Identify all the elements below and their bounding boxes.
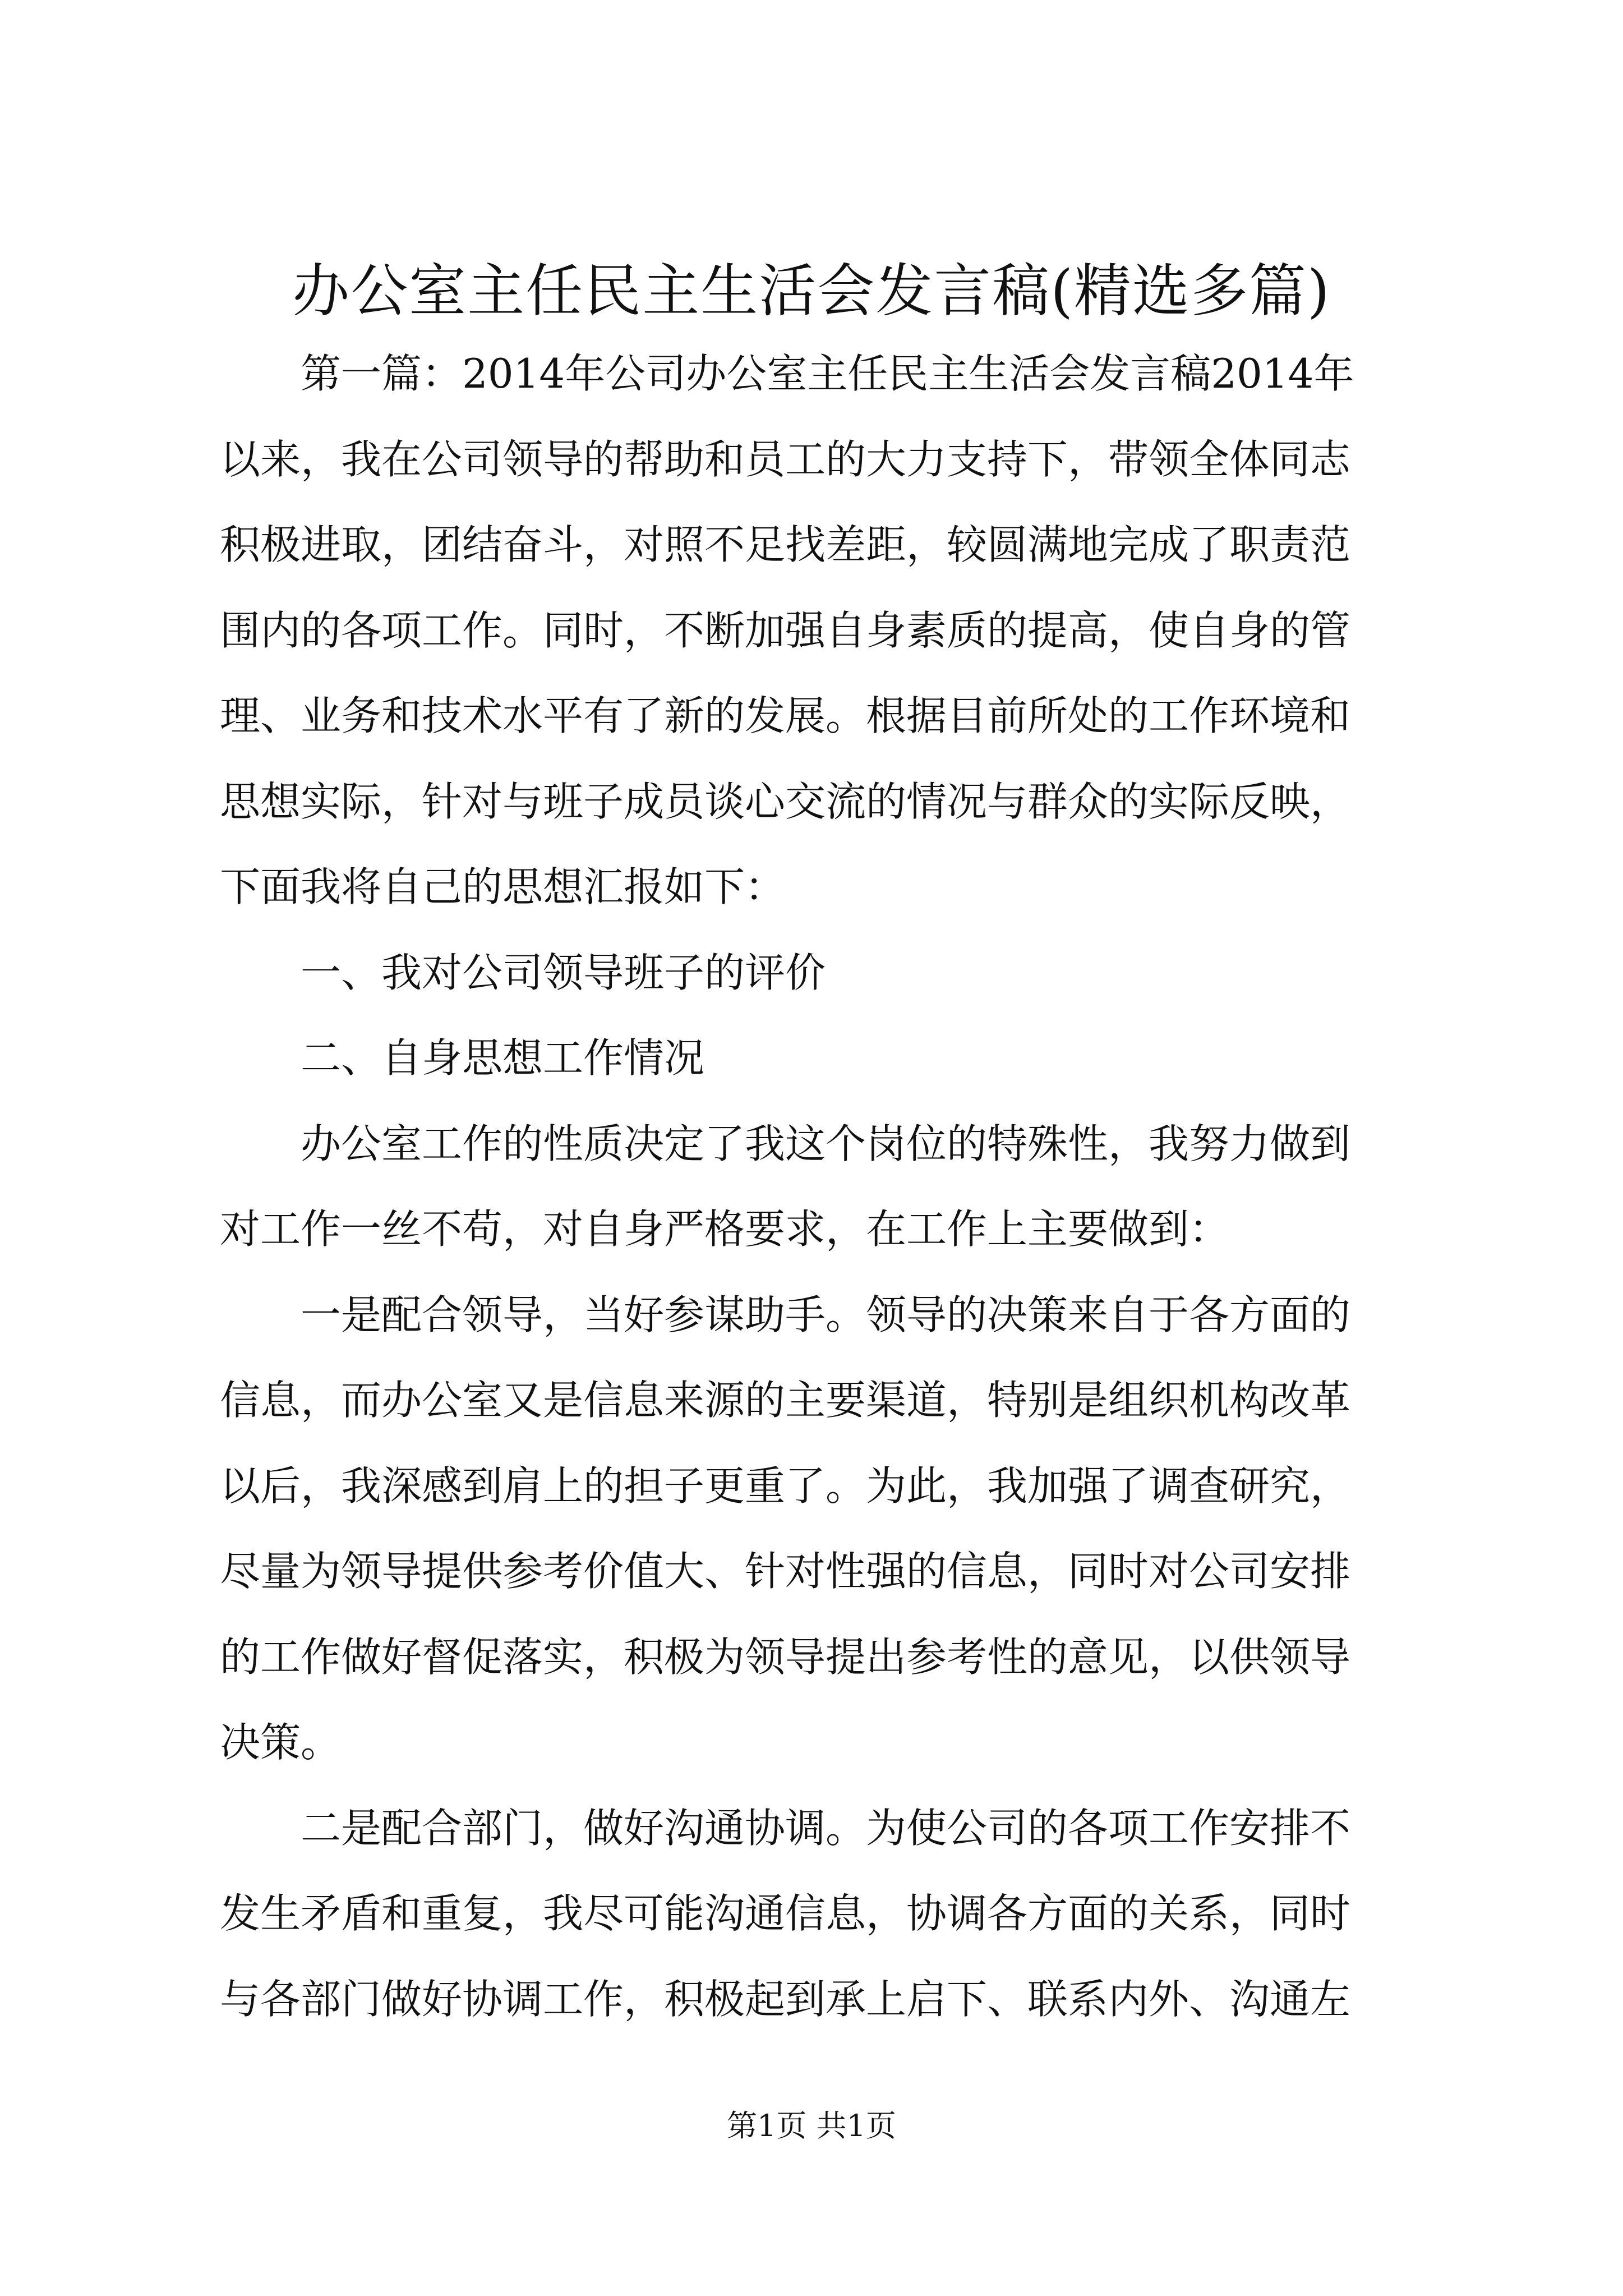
body-line: 发生矛盾和重复，我尽可能沟通信息，协调各方面的关系，同时 xyxy=(220,1890,1351,1937)
body-line: 以来，我在公司领导的帮助和员工的大力支持下，带领全体同志 xyxy=(220,435,1351,483)
document-body xyxy=(220,331,1426,2042)
body-line: 思想实际，针对与班子成员谈心交流的情况与群众的实际反映， xyxy=(220,777,1351,825)
section-heading: 二、自身思想工作情况 xyxy=(220,1034,705,1082)
body-line: 一是配合领导，当好参谋助手。领导的决策来自于各方面的 xyxy=(220,1291,1351,1338)
section-heading: 一、我对公司领导班子的评价 xyxy=(220,949,826,996)
body-line: 尽量为领导提供参考价值大、针对性强的信息，同时对公司安排 xyxy=(220,1548,1351,1595)
body-line: 以后，我深感到肩上的担子更重了。为此，我加强了调查研究， xyxy=(220,1462,1351,1510)
body-line: 信息，而办公室又是信息来源的主要渠道，特别是组织机构改革 xyxy=(220,1377,1351,1424)
body-line: 积极进取，团结奋斗，对照不足找差距，较圆满地完成了职责范 xyxy=(220,521,1351,568)
body-line: 对工作一丝不苟，对自身严格要求，在工作上主要做到： xyxy=(220,1205,1230,1253)
page-footer: 第1页 共1页 xyxy=(727,2108,896,2143)
body-line: 下面我将自己的思想汇报如下： xyxy=(220,863,786,910)
body-line: 第一篇：2014年公司办公室主任民主生活会发言稿2014年 xyxy=(220,350,1354,397)
body-line: 与各部门做好协调工作，积极起到承上启下、联系内外、沟通左 xyxy=(220,1975,1351,2023)
document-title: 办公室主任民主生活会发言稿(精选多篇) xyxy=(292,258,1331,325)
body-line: 二是配合部门，做好沟通协调。为使公司的各项工作安排不 xyxy=(220,1804,1351,1852)
body-line: 的工作做好督促落实，积极为领导提出参考性的意见，以供领导 xyxy=(220,1633,1351,1681)
body-line: 办公室工作的性质决定了我这个岗位的特殊性，我努力做到 xyxy=(220,1120,1351,1167)
body-line: 理、业务和技术水平有了新的发展。根据目前所处的工作环境和 xyxy=(220,692,1351,739)
body-line: 围内的各项工作。同时，不断加强自身素质的提高，使自身的管 xyxy=(220,606,1351,654)
body-line: 决策。 xyxy=(220,1719,342,1766)
